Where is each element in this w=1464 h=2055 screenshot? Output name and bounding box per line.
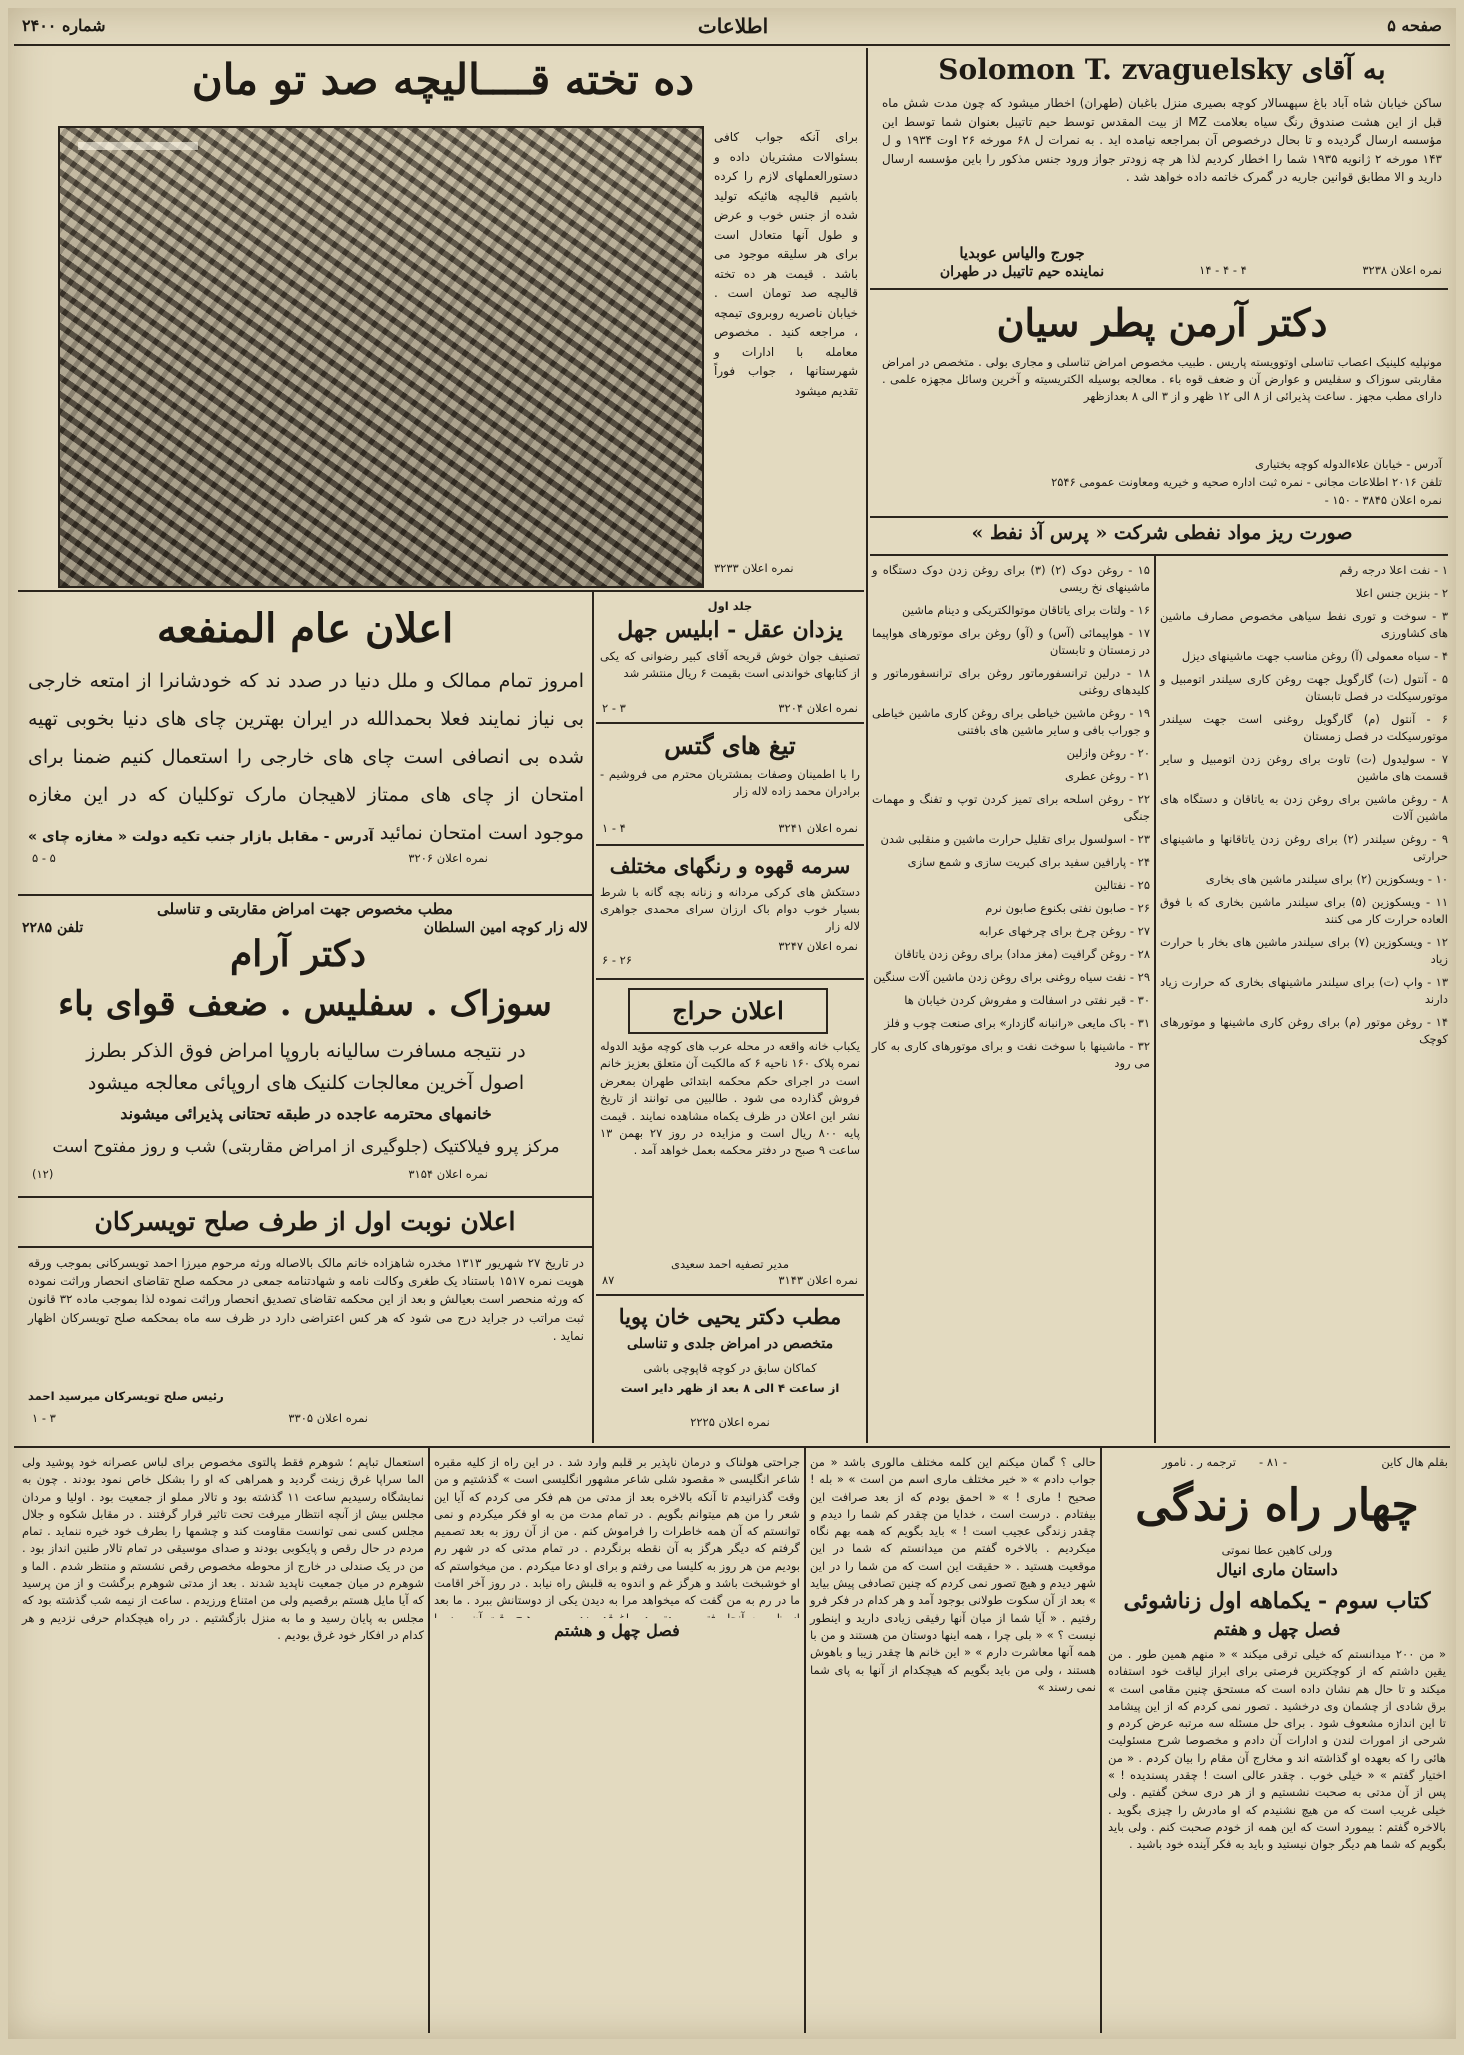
public-notice-number: نمره اعلان ۳۲۰۶ [408,851,488,865]
armen-ad-address: آدرس - خیابان علاءالدوله کوچه بختیاری [1255,457,1442,471]
header-paper-name: اطلاعات [697,14,769,38]
serial-divider-1 [1100,1448,1102,2033]
court-notice-number: نمره اعلان ۳۳۰۵ [288,1411,368,1425]
serial-author: بقلم هال کاین [1381,1455,1448,1469]
serial-col4: استعمال تباپم ؛ شوهرم فقط پالتوی مخصوص برای لباس عصرانه خود پوشید ولی الما سراپا غرق زینت گردید و همراهی که او را بشکل خاص نمود بودند . چون به نمایشگاه رسیدیم ساعت ۱۱ گذشته بود و تالار مملو از جمعیت بود . اولیا و مردان مجلس بیش از آنچه انتظار میرفت تحت تاثیر قرار گرفتند . در مقابل شکوه و جلال مجلس کسی نمی توانست مقاومت کند و چشمها را بطرف خود خیره ننماید . تمام مردم در حال رقص و پایکوبی بودند و صدای موسیقی در تمام تالار طنین انداز بود . من در یک صندلی در خارج از محوطه مخصوص رقص نشستم و منتظر شدم . الما و شوهرم در میان جمعیت ناپدید شدند . بعد از مدتی شوهرم برگشت و از من پرسید که آیا مایل هستم برقصیم ولی من امتناع ورزیدم . ساعت از نیمه شب گذشته بود که مجلس به پایان رسید و ما به منزل بازگشتیم . در راه هیچکدام حرفی نزدیم و هر کدام در افکار خود غرق بودیم . [22,1455,424,1642]
auction-office: مدیر تصفیه احمد سعیدی [670,1257,789,1271]
solomon-notice-title: به آقای Solomon T. zvaguelsky [938,53,1386,86]
yahya-ad-address: کماکان سابق در کوچه قاپوچی باشی [643,1361,817,1375]
oil-item: ۱۷ - هواپیمائی (آس) و (آو) روغن برای موتورهای هواپیما در زمستان و تابستان [872,626,1150,657]
aram-ad-line4: مرکز پرو فیلاکتیک (جلوگیری از امراض مقاربتی) شب و روز مفتوح است [52,1137,560,1157]
newspaper-page [8,8,1456,2039]
auction-body: یکباب خانه واقعه در محله عرب های کوچه مؤید الدوله نمره پلاک ۱۶۰ ناحیه ۶ که مالکیت آن متعلق بعزیز خانم است در اجرای حکم محکمه ابتدائی طهران بمعرض فروش گذارده می شود . طالبین می توانند از تاریخ نشر این اعلان در ظرف یکماه مشاهده نمایند . قیمت پایه ۸۰۰ ریال است و مزایده در روز ۲۷ بهمن ۱۳ ساعت ۹ صبح در دفتر محکمه بعمل خواهد آمد . [600,1039,861,1158]
book-ad-code: ۲ - ۳ [602,701,626,715]
serial-subtitle1: ورلی کاهین عطا نموتی [1221,1543,1333,1557]
book-rule [596,722,864,724]
public-notice-title: اعلان عام المنفعه [156,605,454,652]
aram-ad-top: مطب مخصوص جهت امراض مقاربتی و تناسلی [157,900,453,918]
mid-column-divider [592,590,594,1443]
razor-ad-code: ۱ - ۴ [602,821,626,835]
armen-ad-body: مونپلیه کلینیک اعصاب تناسلی اوتوویسته پاریس . طبیب مخصوص امراض تناسلی و مجاری بولی . متخصص در امراض مقاربتی سوزاک و سفلیس و عوارض آن و ضعف قوه باء . معالجه بوسیله الکتریسیته و آخرین وسائل مجهزه علمی . دارای مطب مجهز . ساعت پذیرائی از ۸ الی ۱۲ ظهر و از ۳ الی ۸ بعدازظهر [882,355,1442,403]
razor-ad-title: تیغ های گتس [664,731,796,760]
serial-chapter: فصل چهل و هفتم [1213,1620,1341,1640]
aram-ad-line1: در نتیجه مسافرت سالیانه باروپا امراض فوق الذکر بطرز [86,1040,526,1062]
auction-code: ۸۷ [602,1273,615,1287]
serial-number: - ۸۱ - [1259,1455,1287,1469]
solomon-notice-signature: جورج والیاس عوبدیا [959,244,1085,262]
aram-ad-code: (۱۲) [32,1167,54,1181]
oil-item: ۷ - سولیدول (ت) تاوت برای روغن زدن اتومبیل و سایر قسمت های ماشین [1160,752,1448,783]
header-page-number: صفحه ۵ [1387,16,1442,35]
serial-divider-2 [804,1448,806,2033]
oil-item: ۸ - روغن ماشین برای روغن زدن به یاتاقان و دستگاه های ماشین آلات [1160,792,1448,823]
book-ad-body: تصنیف جوان خوش قریحه آقای کبیر رضوانی که یکی از کتابهای خواندنی است بقیمت ۶ ریال منتشر شد [600,649,860,680]
serial-col2: حالی ؟ گمان میکنم این کلمه مختلف مالوری باشد « من جواب دادم » « خیر مختلف ماری اسم من است » « بله ! صحیح ! ماری ! » « احمق بودم که از بعد صرافت این بیفتادم . درست است ، خدایا من چقدر کم شما را دیدم و چقدر زندگی عجیب است ! » باید بگویم که همه بهم نگاه میکردیم . بالاخره گفتم من میدانستم که شما در این موقعیت هستید . « حقیقت این است که من شما را در این شهر دیدم و هیچ تصور نمی کردم که چنین تصادفی پیش بیاید » بعد از آن سکوت طولانی بوجود آمد و هر کدام در فکر فرو رفتیم . « آیا شما از میان آنها رفیقی زیادی دارید و اینطور نیست ؟ » « بلی چرا ، همه اینها دوستان من هستند و من با همه آنها معاشرت دارم » « این خانم ها چقدر زیبا و باهوش هستند ، ولی من باید بگویم که هیچکدام از آنها به پای شما نمی رسند » [810,1455,1096,1694]
aram-ad-line3: خانمهای محترمه عاجده در طبقه تحتانی پذیرائی میشوند [120,1104,492,1123]
oil-item: ۲۶ - صابون نفتی بکنوع صابون نرم [985,901,1150,915]
public-notice-body: امروز تمام ممالک و ملل دنیا در صدد ند که خودشانرا از امتعه خارجی بی نیاز نمایند فعلا بحمدالله در ایران بهترین چای های دنیا بخوبی تهیه شده بی انصافی است چای های خارجی را استعمال کنیم ضمنا برای امتحان از چای های ممتاز لاهیجان مارک توکلیان که در این مغازه موجود است امتحان نمائید . [28,670,584,844]
oil-list-divider [1154,556,1156,1443]
aram-ad-diseases: سوزاک . سفلیس . ضعف قوای باء [58,984,552,1024]
armen-ad-phone: تلفن ۲۰۱۶ اطلاعات مجانی - نمره ثبت اداره صحیه و خیریه ومعاونت عمومی ۲۵۴۶ [1051,475,1442,489]
oil-item: ۳ - سوخت و توری نفط سیاهی مخصوص مصارف ماشین های کشاورزی [1160,609,1448,640]
oil-item: ۲۲ - روغن اسلحه برای تمیز کردن توپ و تفنگ و مهمات جنگی [872,792,1150,823]
oil-item: ۱۲ - ویسکوزین (۷) برای سیلندر ماشین های بخار با حرارت زیاد [1160,935,1448,966]
serial-col3-top: جراحتی هولناک و درمان ناپذیر بر قلبم وارد شد . در این راه از کلیه مقبره شاعر انگلیسی « مقصود شلی شاعر مشهور انگلیسی است » گذشتیم و من وقت گذرانیدم تا آنکه بالاخره بعد از مدتی من هم فکر می کردم که آیا این شعر را من هم میتوانم بگویم . در تمام مدت من به او فکر میکردم و نمی توانستم که آن همه خاطرات را فراموش کنم . من از آن روز به بعد تصمیم گرفتم که دیگر هرگز به آن نقطه برنگردم . در تمام مدتی که در شهر رم بودیم من هر روز به کلیسا می رفتم و برای او دعا میکردم . من میخواستم که او خوشبخت باشد و هرگز غم و اندوه به قلبش راه نیابد . در روز آخر اقامت ما در رم به من گفت که میخواهد مرا به دیدن یکی از دوستانش ببرد . ما بعد [434,1455,800,1608]
razor-rule [596,844,864,846]
oil-item: ۳۱ - باک مایعی «رانبانه گازدار» برای صنعت چوب و فلز [884,1016,1150,1030]
solomon-notice-number: نمره اعلان ۳۲۳۸ [1362,263,1442,277]
carpet-ad-headline: ده تخته قــــالیچه صد تو مان [191,55,695,104]
oil-item: ۱۰ - ویسکوزین (۲) برای سیلندر ماشین های بخاری [1205,872,1448,886]
oil-item: ۳۲ - ماشینها با سوخت نفت و برای موتورهای کاری به کار می رود [872,1039,1150,1070]
serial-chapter-mid: فصل چهل و هشتم [434,1618,800,1644]
oil-item: ۶ - آنتول (م) گارگویل روغنی است جهت سیلندر موتورسیکلت در فصل زمستان [1160,712,1448,743]
serial-book: کتاب سوم - یکماهه اول زناشوئی [1123,1588,1431,1614]
solomon-notice-representative: نماینده حیم تاتیبل در طهران [939,264,1105,280]
oil-item: ۹ - روغن سیلندر (۲) برای روغن زدن یاتاقانها و ماشینهای حرارتی [1160,832,1448,863]
oil-item: ۲۳ - اسولسول برای تقلیل حرارت ماشین و منقلبی شدن [880,832,1150,846]
public-notice-address: آدرس - مقابل بازار جنب تکیه دولت « مغازه چای » [28,829,374,845]
aram-ad-number: نمره اعلان ۳۱۵۴ [408,1167,488,1181]
oil-prices-title: صورت ریز مواد نفطی شرکت « پرس آذ نفط » [971,522,1353,544]
oil-item: ۱۱ - ویسکوزین (۵) برای سیلندر ماشین بخاری که با فوق العاده حرارت کار می کنند [1160,895,1449,926]
paint-ad-title: سرمه قهوه و رنگهای مختلف [609,854,851,878]
aram-ad-address: لاله زار کوچه امین السلطان [423,920,588,936]
yahya-ad-number: نمره اعلان ۲۲۲۵ [690,1415,770,1429]
auction-number: نمره اعلان ۳۱۴۳ [778,1273,858,1287]
serial-subtitle2: داستان ماری انیال [1216,1560,1338,1579]
court-title-rule [18,1246,592,1248]
serial-translator: ترجمه ر . نامور [1161,1455,1236,1469]
oil-item: ۱۸ - درلین ترانسفورماتور روغن برای ترانسفورماتور و کلیدهای روغنی [872,666,1150,697]
header-issue-number: شماره ۲۴۰۰ [22,16,106,35]
paint-ad-code: ۶ - ۲۶ [602,953,632,967]
court-notice-title: اعلان نوبت اول از طرف صلح تویسرکان [94,1207,516,1236]
public-notice-rule [18,894,592,896]
yahya-ad-hours: از ساعت ۴ الی ۸ بعد از ظهر دایر است [620,1381,840,1395]
yahya-ad-title: مطب دکتر یحیی خان پویا [618,1304,842,1329]
carpet-ad-number: نمره اعلان ۳۲۳۳ [714,561,794,575]
top-column-divider [866,48,868,1443]
book-ad-title: یزدان عقل - ابلیس جهل [617,617,843,643]
aram-ad-name: دکتر آرام [229,933,367,975]
paint-rule [596,978,864,980]
oil-items-right [1160,562,1448,1440]
solomon-notice-date: ۱۴ - ۴ - ۴ [1199,263,1247,277]
oil-item: ۲۵ - نفتالین [1094,878,1150,892]
book-ad-number: نمره اعلان ۳۲۰۴ [778,701,858,715]
razor-ad-number: نمره اعلان ۳۲۴۱ [778,821,858,835]
oil-item: ۲۷ - روغن چرخ برای چرخهای عرابه [978,924,1150,938]
header-rule [14,44,1450,46]
serial-title: چهار راه زندگی [1135,1480,1419,1531]
serial-col1: « من ۲۰۰ میدانستم که خیلی ترقی میکند » « منهم همین طور . من یقین داشتم که از کوچکترین فرصتی برای ابراز لیاقت خود استفاده میکند و تا حال هم نشان داده است که مستحق چنین مقامی است » برق شادی از چشمان وی درخشید . تصور نمی کردم که از این پیشامد تا این اندازه مشعوف شود . برای حل مسئله سه مرتبه عرض کردم و شرحی از امورات لندن و ادارات آن دادم و مخصوصا شرح مسئولیت هائی را که بعهده او گذاشته اند و مخارج آن مقام را بیان کردم . « من اختیار گفتم » « خیلی خوب . چقدر عالی است ! چقدر پسندیده ! » پس از آن مدتی به صحبت نشستیم و از هر دری سخن گفتیم . ولی خیلی غریب است که من هیچ نشنیدم که او مادرش را چیزی بگوید . بالاخره گفتم : بیمورد است که این همه از خودم صحبت کنم . ولی باید بگویم که شما هم دیگر جوان نیستید و باید به فکر آینده خود باشید . [1108,1647,1446,1852]
oil-item: ۱۳ - واپ (ت) برای سیلندر ماشینهای بخاری که حرارت زیاد دارند [1160,975,1448,1006]
armen-ad-title: دکتر آرمن پطر سیان [996,300,1328,345]
book-ad-volume: جلد اول [707,599,753,613]
oil-item: ۲۹ - نفت سیاه روغنی برای روغن زدن ماشین آلات سنگین [873,970,1150,984]
solomon-rule [870,288,1448,290]
oil-item: ۱۴ - روغن موتور (م) برای روغن کاری ماشینها و موتورهای کوچک [1160,1015,1448,1046]
oil-item: ۱۶ - ولتات برای یاتاقان موتوالکتریکی و دینام ماشین [902,603,1150,617]
auction-title: اعلان حراج [628,988,828,1034]
aram-ad-line2: اصول آخرین معالجات کلنیک های اروپائی معالجه میشود [87,1072,525,1094]
oil-title-rule [870,554,1448,556]
public-notice-code: ۵ - ۵ [32,851,56,865]
oil-item: ۲۴ - پارافین سفید برای کبریت سازی و شمع سازی [907,855,1150,869]
court-notice-signature: رئیس صلح تویسرکان میرسید احمد [28,1389,224,1403]
armen-rule [870,516,1448,518]
oil-item: ۲۸ - روغن گرافیت (مغز مداد) برای روغن زدن یاتاقان [894,947,1150,961]
oil-items-left [872,562,1150,1440]
oil-item: ۱ - نفت اعلا درجه رقم [1339,563,1448,577]
armen-ad-number: نمره اعلان ۳۸۴۵ - ۱۵۰ - [1324,493,1442,507]
carpet-photo [58,126,704,588]
carpet-ad-rule [18,590,864,592]
oil-item: ۲ - بنزین جنس اعلا [1355,586,1448,600]
solomon-notice-body: ساکن خیابان شاه آباد باغ سپهسالار کوچه بصیری منزل باغبان (طهران) اخطار میشود که چون مدت شش ماه قبل از این هشت صندوق رنگ سیاه بعلامت MZ از بیت المقدس توسط حیم تاتیبل بعنوان شما توسط این مؤسسه ارسال گردیده و تا بحال درخصوص آن بمراجعه نیامده اید . به نمرات ل ۶۸ مورخه ۲۶ اوت ۱۹۳۴ و ل ۱۴۳ مورخه ۲ ژانویه ۱۹۳۵ شما را اخطار کردیم لذا هر چه زودتر جواز ورود جنس مذکور را باین مؤسسه ارسال دارید و الا مطابق قوانین جاریه در گمرک خاتمه داده خواهد شد . [882,96,1442,184]
carpet-ad-body: برای آنکه جواب کافی بسئوالات مشتریان داده و دستورالعملهای لازم را کرده باشیم قالیچه هائیکه تولید شده از جنس خوب و عرض و طول آنها متعادل است برای هر سلیقه موجود می باشد . قیمت هر ده تخته قالیچه صد تومان است . خیابان ناصریه روبروی تیمچه ، مراجعه کنید . مخصوص معامله با ادارات و شهرستانها ، جواب فوراً تقدیم میشود [714,130,858,398]
oil-item: ۲۱ - روغن عطری [1065,769,1150,783]
paint-ad-body: دستکش های کرکی مردانه و زنانه بچه گانه با شرط بسیار خوب دوام باک ارزان سرای محمدی جواهری لاله زار [600,885,860,933]
oil-item: ۱۹ - روغن ماشین خیاطی برای روغن کاری ماشین خیاطی و جوراب بافی و سایر ماشین های بافتنی [872,706,1150,737]
paint-ad-number: نمره اعلان ۳۲۴۷ [778,939,858,953]
aram-ad-phone: تلفن ۲۲۸۵ [22,920,84,936]
aram-rule [18,1196,592,1198]
court-notice-code: ۱ - ۳ [32,1411,56,1425]
oil-item: ۴ - سیاه معمولی (آ) روغن مناسب جهت ماشینهای دیزل [1181,649,1448,663]
oil-item: ۲۰ - روغن وازلین [1066,746,1150,760]
yahya-ad-subtitle: متخصص در امراض جلدی و تناسلی [626,1336,834,1352]
auction-rule [596,1294,864,1296]
razor-ad-body: را با اطمینان وصفات بمشتریان محترم می فروشیم - برادران محمد زاده لاله زار [600,767,860,798]
oil-item: ۵ - آنتول (ت) گارگویل جهت روغن کاری سیلندر اتومبیل و موتورسیکلت در فصل تابستان [1160,672,1448,703]
oil-item: ۱۵ - روغن دوک (۲) (۳) برای روغن زدن دوک دستگاه و ماشینهای نخ ریسی [872,563,1150,594]
serial-divider-3 [428,1448,430,2033]
oil-item: ۳۰ - قیر نفتی در اسفالت و مفروش کردن خیابان ها [904,993,1150,1007]
section-rule-bottom [14,1446,1450,1448]
court-notice-body: در تاریخ ۲۷ شهریور ۱۳۱۳ مخدره شاهزاده خانم مالک بالاصاله ورثه مرحوم میرزا احمد تویسرکانی بموجب ورقه هویت نمره ۱۵۱۷ باستناد یک طغری وکالت نامه و شهادتنامه جمعی در محکمه صلح تقاضای انحصار وراثت نموده که ورثه منحصر است بعیالش و بعد از این محکمه تقاضای تصدیق انحصار وراثت نموده لذا بموجب ماده ۳۲ قانون ثبت مراتب در جراید درج می شود که هر کس اعتراضی دارد در ظرف سه ماه بمحکمه صلح تویسرکان اظهار نماید . [28,1256,584,1343]
